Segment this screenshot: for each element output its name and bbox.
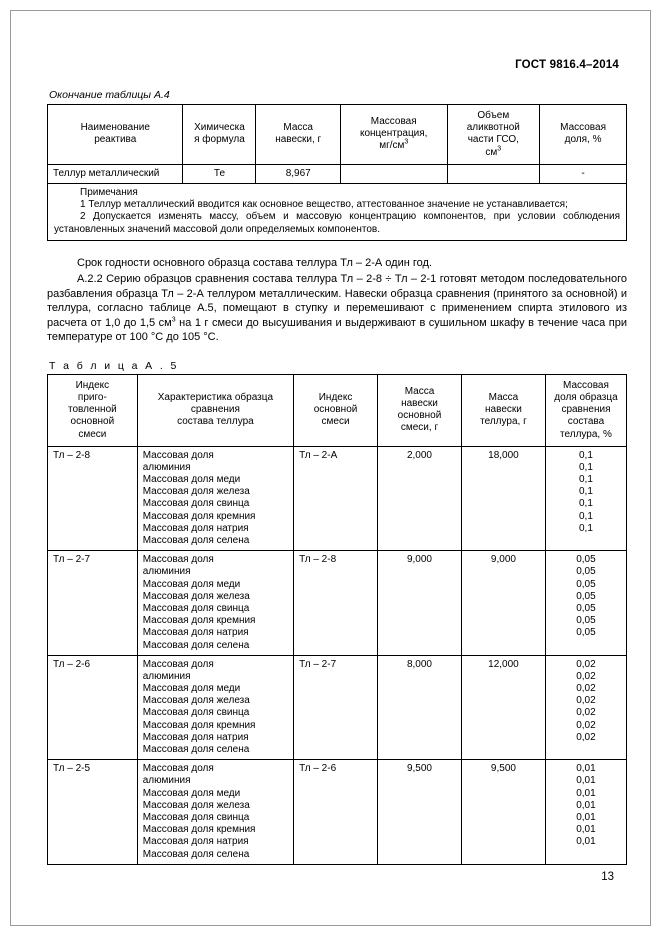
cell-characteristics <box>137 655 293 760</box>
table-row <box>48 446 627 551</box>
fraction-line: 0,05 <box>576 627 596 639</box>
characteristic-line: Массовая доля селена <box>142 535 250 547</box>
table-a4 <box>47 104 627 241</box>
table-a4-notes-row <box>48 183 627 240</box>
fraction-line: 0,01 <box>576 775 596 787</box>
table-a5-col-mass-base: Масса навески основной смеси, г <box>378 374 462 446</box>
cell-fractions <box>545 446 626 551</box>
characteristic-line: алюминия <box>142 670 191 682</box>
fraction-line: 0,1 <box>579 449 593 461</box>
cell-mass-tellurium: 9,500 <box>461 760 545 865</box>
table-a4-col-concentration: Массовая концентрация, $мг/см^3$ <box>340 105 447 165</box>
characteristic-line: Массовая доля селена <box>142 639 250 651</box>
characteristic-line: Массовая доля <box>142 763 214 775</box>
superscript-cubic-3: 3 <box>171 316 176 324</box>
characteristic-line: Массовая доля железа <box>142 590 250 602</box>
characteristic-line: Массовая доля меди <box>142 683 241 695</box>
fraction-line: 0,01 <box>576 811 596 823</box>
cell-index-prepared: Тл – 2-6 <box>48 655 138 760</box>
table-a4-header-row <box>48 105 627 165</box>
characteristic-line: Массовая доля железа <box>142 695 250 707</box>
paragraph-a22 <box>47 272 627 345</box>
fraction-line: 0,1 <box>579 522 593 534</box>
cell-index-prepared: Тл – 2-8 <box>48 446 138 551</box>
fraction-line: 0,01 <box>576 799 596 811</box>
characteristic-line: Массовая доля натрия <box>142 836 249 848</box>
cell-mass-base: 9,500 <box>378 760 462 865</box>
standard-header: ГОСТ 9816.4–2014 <box>515 59 619 71</box>
superscript-cubic-1: 3 <box>404 139 409 147</box>
fraction-line: 0,1 <box>579 474 593 486</box>
cell-fractions <box>545 760 626 865</box>
table-row <box>48 760 627 865</box>
table-a5-header-row <box>48 374 627 446</box>
cell-formula: Те <box>183 164 256 183</box>
characteristic-line: Массовая доля кремния <box>142 615 256 627</box>
cell-mass-tellurium: 18,000 <box>461 446 545 551</box>
table-a5-col-index-base: Индекс основной смеси <box>294 374 378 446</box>
fraction-line: 0,01 <box>576 836 596 848</box>
table-a5-col-fraction: Массовая доля образца сравнения состава теллура, % <box>545 374 626 446</box>
cell-fractions <box>545 551 626 656</box>
characteristic-line: алюминия <box>142 566 191 578</box>
characteristic-line: Массовая доля железа <box>142 799 250 811</box>
table-a5-body <box>48 446 627 864</box>
cell-characteristics <box>137 551 293 656</box>
spacer-before-table-a5 <box>47 345 627 360</box>
table-a5-col-mass-tellurium: Масса навески теллура, г <box>461 374 545 446</box>
fraction-line: 0,05 <box>576 578 596 590</box>
fraction-line: 0,1 <box>579 510 593 522</box>
cell-fractions <box>545 655 626 760</box>
fraction-line: 0,05 <box>576 615 596 627</box>
fraction-line: 0,1 <box>579 498 593 510</box>
cell-fraction: - <box>540 164 627 183</box>
cell-index-prepared: Тл – 2-7 <box>48 551 138 656</box>
cell-index-prepared: Тл – 2-5 <box>48 760 138 865</box>
fraction-line: 0,05 <box>576 554 596 566</box>
characteristic-line: Массовая доля натрия <box>142 731 249 743</box>
cell-mass-base: 9,000 <box>378 551 462 656</box>
characteristic-line: Массовая доля кремния <box>142 824 256 836</box>
table-a4-col-formula: Химическа я формула <box>183 105 256 165</box>
page-number: 13 <box>601 871 614 883</box>
characteristic-line: Массовая доля селена <box>142 848 250 860</box>
fraction-line: 0,02 <box>576 731 596 743</box>
table-a5 <box>47 374 627 865</box>
characteristic-line: Массовая доля свинца <box>142 811 250 823</box>
cell-mass-base: 2,000 <box>378 446 462 551</box>
characteristic-line: Массовая доля меди <box>142 474 241 486</box>
table-a4-caption: Окончание таблицы А.4 <box>49 89 170 101</box>
table-a5-col-characteristic: Характеристика образца сравнения состава теллура <box>137 374 293 446</box>
notes-title: Примечания <box>80 186 138 198</box>
cell-mass-tellurium: 12,000 <box>461 655 545 760</box>
characteristic-line: Массовая доля селена <box>142 744 250 756</box>
characteristic-line: Массовая доля натрия <box>142 627 249 639</box>
spacer-after-table-a4 <box>47 241 627 256</box>
note-item-1: 1 Теллур металлический вводится как основное вещество, аттестованное значение не устанавливается; <box>80 199 568 211</box>
fraction-line: 0,01 <box>576 824 596 836</box>
page-content <box>47 59 627 865</box>
fraction-line: 0,01 <box>576 763 596 775</box>
fraction-line: 0,02 <box>576 683 596 695</box>
table-a4-col-reagent: Наименование реактива <box>48 105 183 165</box>
characteristic-line: алюминия <box>142 775 191 787</box>
characteristic-line: Массовая доля кремния <box>142 719 256 731</box>
characteristic-line: алюминия <box>142 461 191 473</box>
characteristic-line: Массовая доля железа <box>142 486 250 498</box>
cell-reagent: Теллур металлический <box>48 164 183 183</box>
characteristic-line: Массовая доля натрия <box>142 522 249 534</box>
characteristic-line: Массовая доля кремния <box>142 510 256 522</box>
cell-characteristics <box>137 760 293 865</box>
superscript-cubic-2: 3 <box>497 145 502 153</box>
fraction-line: 0,05 <box>576 566 596 578</box>
cell-index-base: Тл – 2-7 <box>294 655 378 760</box>
paragraph-a22-tail: на 1 г смеси до высушивания и выдерживают в сушильном шкафу в течение часа при температуре от 100 °C до 105 °C. <box>47 316 627 344</box>
paragraph-a22-text: А.2.2 Серию образцов сравнения состава теллура Тл – 2-8 ÷ Тл – 2-1 готовят методом последовательного разбавления образца Тл – 2-А теллуром металлическим. Навески образца сравнения (принятого за основной) и теллура, согласно таблице А.5, помещают в ступку и перемешивают с применением спирта этилового из расчета от 1,0 до 1,5 см <box>47 273 627 329</box>
fraction-line: 0,02 <box>576 719 596 731</box>
table-row <box>48 164 627 183</box>
table-a4-col-fraction: Массовая доля, % <box>540 105 627 165</box>
table-row <box>48 655 627 760</box>
paragraph-shelf-life: Срок годности основного образца состава теллура Тл – 2-А один год. <box>77 256 432 269</box>
table-a5-label: Т а б л и ц а А . 5 <box>49 359 179 372</box>
note-item-2: 2 Допускается изменять массу, объем и массовую концентрацию компонентов, при условии соблюдения установленных значений массовой доли определяемых компонентов. <box>54 211 620 235</box>
cell-index-base: Тл – 2-8 <box>294 551 378 656</box>
cell-mass-base: 8,000 <box>378 655 462 760</box>
table-a4-col-aliquot: Объем аликвотной части ГСО, $см^3$ <box>447 105 540 165</box>
characteristic-line: Массовая доля <box>142 658 214 670</box>
fraction-line: 0,1 <box>579 461 593 473</box>
fraction-line: 0,1 <box>579 486 593 498</box>
cell-index-base: Тл – 2-А <box>294 446 378 551</box>
characteristic-line: Массовая доля свинца <box>142 602 250 614</box>
table-row <box>48 551 627 656</box>
page-sheet <box>10 10 651 926</box>
fraction-line: 0,02 <box>576 670 596 682</box>
fraction-line: 0,02 <box>576 658 596 670</box>
characteristic-line: Массовая доля свинца <box>142 707 250 719</box>
fraction-line: 0,05 <box>576 602 596 614</box>
table-a4-col-mass: Масса навески, г <box>256 105 341 165</box>
fraction-line: 0,02 <box>576 695 596 707</box>
cell-characteristics <box>137 446 293 551</box>
characteristic-line: Массовая доля <box>142 449 214 461</box>
fraction-line: 0,02 <box>576 707 596 719</box>
characteristic-line: Массовая доля свинца <box>142 498 250 510</box>
fraction-line: 0,01 <box>576 787 596 799</box>
cell-concentration <box>340 164 447 183</box>
fraction-line: 0,05 <box>576 590 596 602</box>
cell-aliquot <box>447 164 540 183</box>
cell-mass-tellurium: 9,000 <box>461 551 545 656</box>
cell-index-base: Тл – 2-6 <box>294 760 378 865</box>
characteristic-line: Массовая доля меди <box>142 578 241 590</box>
characteristic-line: Массовая доля <box>142 554 214 566</box>
table-a5-col-index-prepared: Индекс приго- товленной основной смеси <box>48 374 138 446</box>
characteristic-line: Массовая доля меди <box>142 787 241 799</box>
table-a4-notes <box>48 183 627 240</box>
cell-mass: 8,967 <box>256 164 341 183</box>
